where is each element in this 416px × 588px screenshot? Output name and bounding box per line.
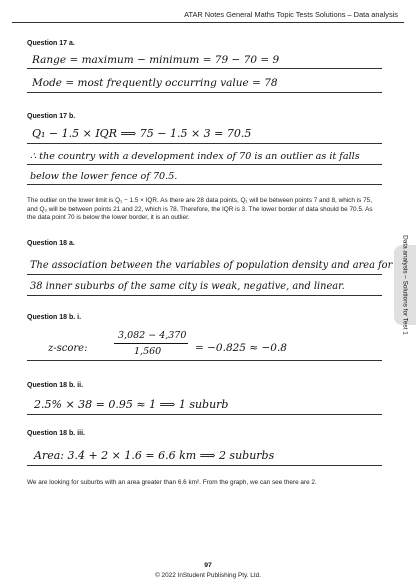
question-17a-heading: Question 17 a. <box>27 40 75 47</box>
copyright-notice: © 2022 InStudent Publishing Pty. Ltd. <box>155 572 261 579</box>
question-18biii-heading: Question 18 b. iii. <box>27 430 85 437</box>
side-tab-label: Data analysis – Solutions for Test 1 <box>401 235 409 335</box>
q18a-handwritten-line-1: The association between the variables of population density and area for <box>30 260 393 271</box>
answer-line <box>27 274 382 275</box>
q18bi-numerator: 3,082 − 4,370 <box>118 330 187 341</box>
q17b-handwritten-line-1: Q₁ − 1.5 × IQR ⟹ 75 − 1.5 × 3 = 70.5 <box>32 127 252 140</box>
header-rule <box>12 22 404 23</box>
page-number: 97 <box>204 562 212 569</box>
question-18bi-heading: Question 18 b. i. <box>27 314 82 321</box>
answer-line <box>27 295 382 296</box>
q18biii-note: We are looking for suburbs with an area greater than 6.6 km². From the graph, we can see there are 2. <box>27 479 317 486</box>
answer-line <box>27 360 382 361</box>
answer-line <box>27 68 382 69</box>
q17a-handwritten-line-1: Range = maximum − minimum = 79 − 70 = 9 <box>32 54 280 66</box>
q18bi-z-score-label: z-score: <box>48 343 88 354</box>
answer-line <box>27 143 382 144</box>
answer-line <box>27 465 382 466</box>
q17b-explanation: The outlier on the lower limit is Q₁ − 1.5 × IQR. As there are 28 data points, Q₁ will be between points 7 and 8, which is 75, and Q₃ will be between points 21 and 22, which is 78. Therefore, the IQR is 3. The lower border of data should be 70.5. As the data point 70 is below the lower border, it is an outlier. <box>27 197 373 222</box>
answer-line <box>27 414 382 415</box>
q17a-handwritten-line-2: Mode = most frequently occurring value = 78 <box>32 77 278 89</box>
answer-line <box>27 184 382 185</box>
q17b-handwritten-line-2: ∴ the country with a development index of 70 is an outlier as it falls <box>30 151 360 162</box>
q18bi-result: = −0.825 ≈ −0.8 <box>195 342 287 354</box>
answer-line <box>27 92 382 93</box>
running-header: ATAR Notes General Maths Topic Tests Solutions – Data analysis <box>184 10 398 19</box>
q18bii-handwritten-line: 2.5% × 38 = 0.95 ≈ 1 ⟹ 1 suburb <box>34 398 229 411</box>
q18biii-handwritten-line: Area: 3.4 + 2 × 1.6 = 6.6 km ⟹ 2 suburbs <box>34 449 275 462</box>
question-18a-heading: Question 18 a. <box>27 240 75 247</box>
answer-line <box>27 164 382 165</box>
question-17b-heading: Question 17 b. <box>27 113 76 120</box>
section-side-tab <box>394 235 416 335</box>
question-18bii-heading: Question 18 b. ii. <box>27 382 84 389</box>
q18a-handwritten-line-2: 38 inner suburbs of the same city is weak, negative, and linear. <box>30 281 345 292</box>
q18bi-denominator: 1,560 <box>134 346 162 357</box>
q17b-handwritten-line-3: below the lower fence of 70.5. <box>30 171 178 182</box>
fraction-bar <box>114 343 188 344</box>
